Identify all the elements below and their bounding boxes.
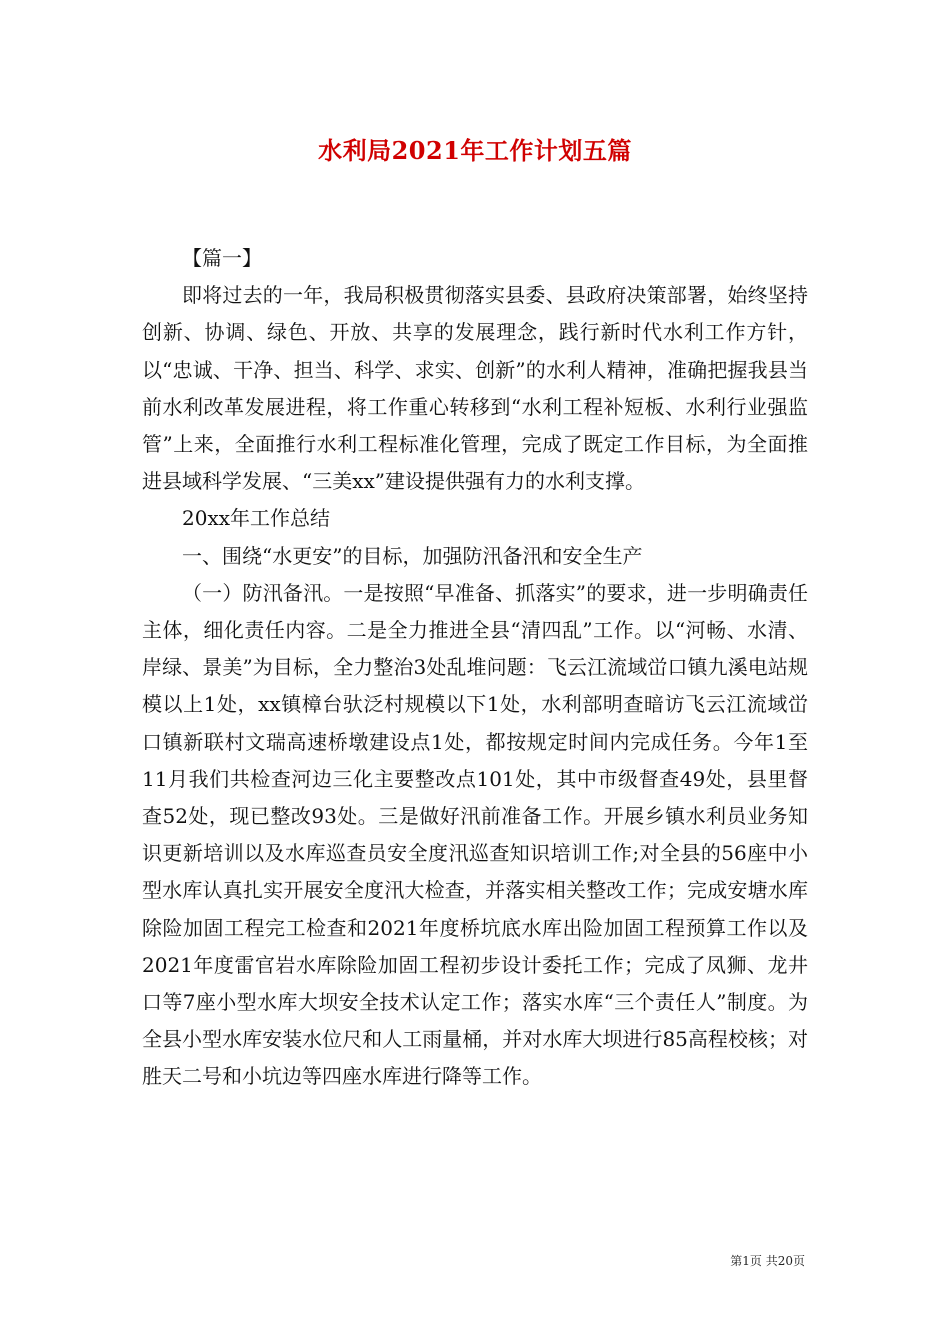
paragraph-summary-heading: 20xx年工作总结 (182, 506, 331, 531)
paragraph-flood-prevention: （一）防汛备汛。一是按照“早准备、抓落实”的要求，进一步明确责任主体，细化责任内容。二是全力推进全县“清四乱”工作。以“河畅、水清、岸绿、景美”为目标，全力整治3处乱堆问题：飞云江流域峃口镇九溪电站规模以上1处，xx镇樟台驮泛村规模以下1处，水利部明查暗访飞云江流域峃口镇新联村文瑞高速桥墩建设点1处，都按规定时间内完成任务。今年1至11月我们共检查河边三化主要整改点101处，其中市级督查49处，县里督查52处，现已整改93处。三是做好汛前准备工作。开展乡镇水利员业务知识更新培训以及水库巡查员安全度汛巡查知识培训工作;对全县的56座中小型水库认真扎实开展安全度汛大检查，并落实相关整改工作；完成安塘水库除险加固工程完工检查和2021年度桥坑底水库出险加固工程预算工作以及2021年度雷官岩水库除险加固工程初步设计委托工作；完成了凤狮、龙井口等7座小型水库大坝安全技术认定工作；落实水库“三个责任人”制度。为全县小型水库安装水位尺和人工雨量桶，并对水库大坝进行85高程校核；对胜天二号和小坑边等四座水库进行降等工作。 (142, 580, 808, 1089)
paragraph-section-heading: 一、围绕“水更安”的目标，加强防汛备汛和安全生产 (182, 543, 643, 568)
section-marker: 【篇一】 (182, 246, 262, 270)
paragraph-intro: 即将过去的一年，我局积极贯彻落实县委、县政府决策部署，始终坚持创新、协调、绿色、开放、共享的发展理念，践行新时代水利工作方针，以“忠诚、干净、担当、科学、求实、创新”的水利人精神，准确把握我县当前水利改革发展进程，将工作重心转移到“水利工程补短板、水利行业强监管”上来，全面推行水利工程标准化管理，完成了既定工作目标，为全面推进县域科学发展、“三美xx”建设提供强有力的水利支撑。 (142, 283, 808, 494)
document-title: 水利局2021年工作计划五篇 (318, 136, 632, 165)
page-number: 第1页 共20页 (730, 1254, 805, 1268)
document-body (142, 240, 808, 1096)
